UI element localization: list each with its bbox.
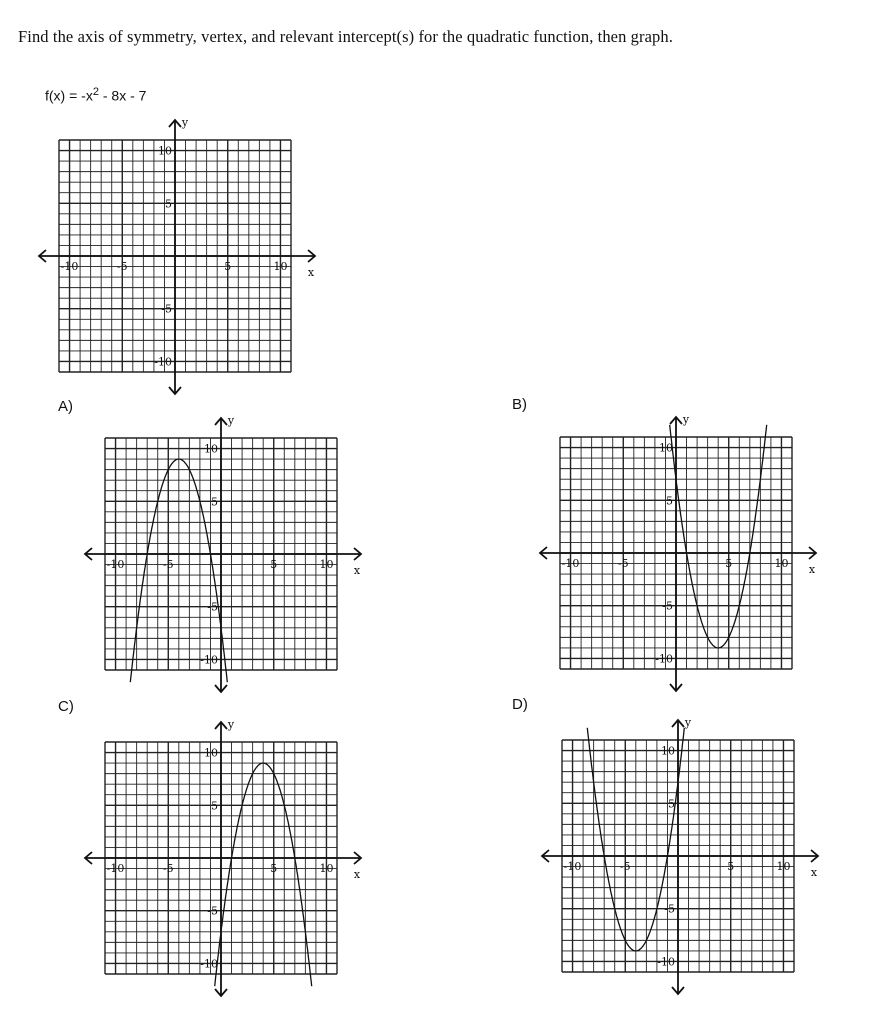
x-tick-label: -5 xyxy=(162,862,174,875)
x-tick-label: -5 xyxy=(116,260,128,273)
y-tick-label: 10 xyxy=(204,442,218,456)
x-tick-label: -10 xyxy=(106,862,125,875)
x-tick-label: 5 xyxy=(224,260,232,273)
y-tick-label: 10 xyxy=(659,441,673,455)
x-tick-label: -10 xyxy=(60,260,79,273)
y-axis-label: y xyxy=(181,116,189,129)
y-tick-label: 5 xyxy=(668,797,675,811)
y-tick-label: -5 xyxy=(161,302,172,316)
option-b-label[interactable]: B) xyxy=(512,396,527,413)
y-tick-label: 10 xyxy=(204,746,218,760)
y-tick-label: -10 xyxy=(200,653,218,667)
x-axis-label: x xyxy=(307,266,315,279)
x-tick-label: -10 xyxy=(563,860,582,873)
x-tick-label: -5 xyxy=(617,557,629,570)
y-tick-label: 5 xyxy=(211,799,218,813)
x-tick-label: 5 xyxy=(725,557,733,570)
y-tick-label: 5 xyxy=(211,495,218,509)
x-axis-label: x xyxy=(353,564,361,577)
option-a-label[interactable]: A) xyxy=(58,398,73,415)
function-lhs: f(x) = -x xyxy=(45,87,93,104)
coordinate-plane xyxy=(530,407,830,699)
x-tick-label: 5 xyxy=(270,862,278,875)
y-tick-label: -10 xyxy=(655,652,673,666)
y-axis-label: y xyxy=(682,413,690,426)
x-axis-label: x xyxy=(808,563,816,576)
x-tick-label: 10 xyxy=(776,860,791,873)
x-tick-label: -5 xyxy=(162,558,174,571)
y-tick-label: 10 xyxy=(661,744,675,758)
x-tick-label: 5 xyxy=(727,860,735,873)
x-tick-label: 10 xyxy=(273,260,288,273)
coordinate-plane xyxy=(75,712,375,1004)
y-tick-label: -10 xyxy=(154,355,172,369)
option-c-graph[interactable] xyxy=(75,712,375,1004)
coordinate-plane xyxy=(75,408,375,700)
y-tick-label: 10 xyxy=(158,144,172,158)
option-a-graph[interactable] xyxy=(75,408,375,700)
option-d-label[interactable]: D) xyxy=(512,696,528,713)
y-tick-label: -5 xyxy=(207,904,218,918)
coordinate-plane xyxy=(532,710,832,1002)
x-tick-label: -10 xyxy=(106,558,125,571)
x-tick-label: 10 xyxy=(774,557,789,570)
function-expression xyxy=(45,86,146,104)
y-tick-label: -5 xyxy=(664,902,675,916)
option-b-graph[interactable] xyxy=(530,407,830,699)
x-tick-label: 10 xyxy=(319,558,334,571)
instructions: Find the axis of symmetry, vertex, and relevant intercept(s) for the quadratic function, then graph. xyxy=(18,27,673,46)
y-tick-label: -10 xyxy=(200,957,218,971)
y-axis-label: y xyxy=(227,414,235,427)
x-tick-label: -5 xyxy=(619,860,631,873)
y-tick-label: 5 xyxy=(165,197,172,211)
x-axis-label: x xyxy=(353,868,361,881)
blank-graph-grid[interactable] xyxy=(29,110,329,402)
x-tick-label: 5 xyxy=(270,558,278,571)
option-d-graph[interactable] xyxy=(532,710,832,1002)
y-tick-label: -10 xyxy=(657,955,675,969)
function-rhs: - 8x - 7 xyxy=(98,87,147,104)
y-axis-label: y xyxy=(227,718,235,731)
x-tick-label: -10 xyxy=(561,557,580,570)
x-tick-label: 10 xyxy=(319,862,334,875)
y-tick-label: 5 xyxy=(666,494,673,508)
y-axis-label: y xyxy=(684,716,692,729)
x-axis-label: x xyxy=(810,866,818,879)
option-c-label[interactable]: C) xyxy=(58,698,74,715)
function-exponent: 2 xyxy=(92,86,99,98)
coordinate-plane xyxy=(29,110,329,402)
y-tick-label: -5 xyxy=(207,600,218,614)
y-tick-label: -5 xyxy=(662,599,673,613)
